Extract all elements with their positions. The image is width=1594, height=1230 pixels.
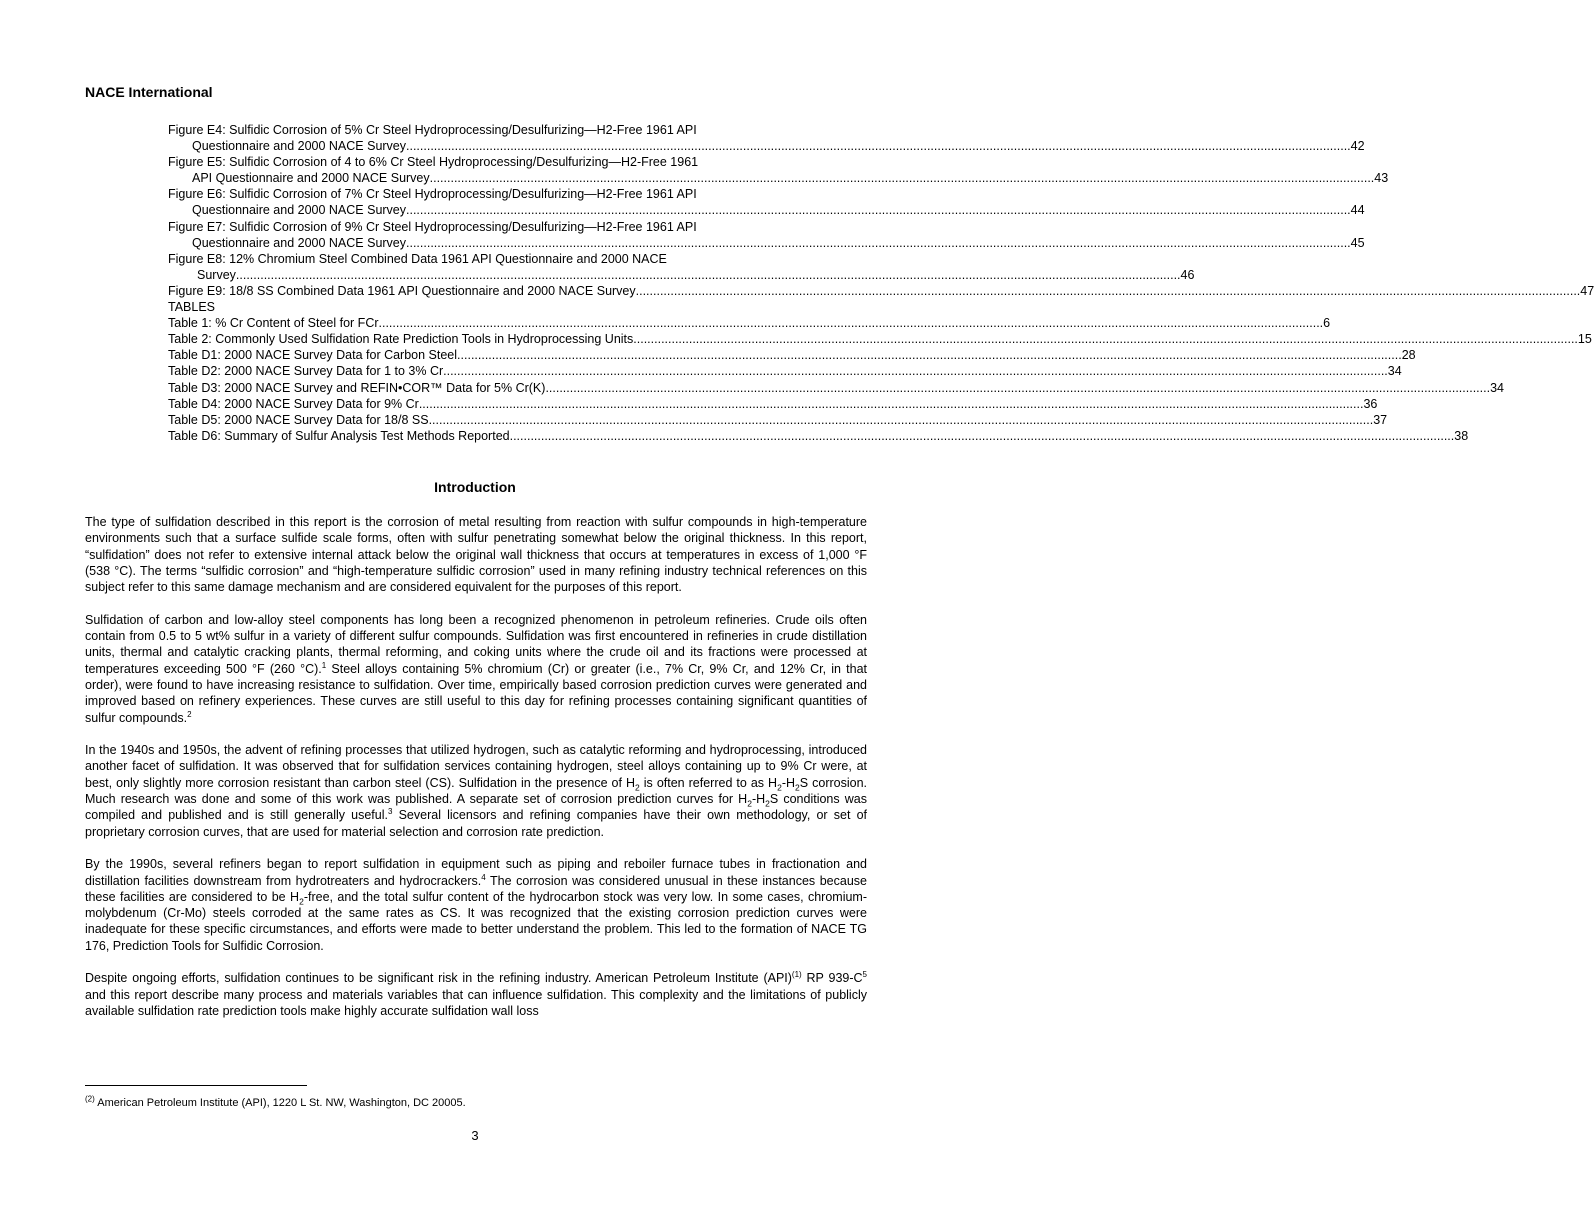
header-org: NACE International: [85, 84, 213, 100]
toc-table-2[interactable]: Table 2: Commonly Used Sulfidation Rate Prediction Tools in Hydroprocessing Units ..... 15: [168, 331, 782, 347]
toc-figure-e6[interactable]: Figure E6: Sulfidic Corrosion of 7% Cr Steel Hydroprocessing/Desulfurizing—H2-Free 1961 API Questionnaire and 2000 NACE Survey ..... 44: [168, 186, 782, 218]
intro-paragraph-3: In the 1940s and 1950s, the advent of refining processes that utilized hydrogen, such as catalytic reforming and hydroprocessing, introduced another facet of sulfidation. It was observed that for sulfidation services containing hydrogen, steel alloys containing up to 9% Cr were, at best, only slightly more corrosion resistant than carbon steel (CS). Sulfidation in the presence of $H_2$ is often referred to as $H_2-H_2S$ corrosion. Much research was done and some of this work was published. A separate set of corrosion prediction curves for $H_2-H_2S$ conditions was compiled and published and is still generally useful.$^3$ Several licensors and refining companies have their own methodology, or set of proprietary corrosion curves, that are used for material selection and corrosion rate prediction.: [85, 743, 867, 839]
toc-table-1[interactable]: Table 1: % Cr Content of Steel for FCr ..... 6: [168, 315, 782, 331]
footnote-ref[interactable]: (1): [791, 970, 802, 980]
intro-paragraph-1: The type of sulfidation described in this report is the corrosion of metal resulting from reaction with sulfur compounds in high-temperature environments such that a surface sulfide scale forms, often with sulfur penetrating somewhat below the original thickness. In this report, “sulfidation” does not refer to extensive internal attack below the original wall thickness that occurs at temperatures in excess of 1,000 °F (538 °C). The terms “sulfidic corrosion” and “high-temperature sulfidic corrosion” used in many refining industry technical references on this subject refer to this same damage mechanism and are considered equivalent for the purposes of this report.: [85, 515, 867, 595]
intro-paragraph-2: Sulfidation of carbon and low-alloy steel components has long been a recognized phenomenon in petroleum refineries. Crude oils often contain from 0.5 to 5 wt% sulfur in a variety of different sulfur compounds. Sulfidation was first encountered in refineries in crude distillation units, thermal and catalytic cracking plants, thermal reforming, and coking units where the crude oil and its fractions were processed at temperatures exceeding 500 °F (260 °C).$^1$ Steel alloys containing 5% chromium (Cr) or greater (i.e., 7% Cr, 9% Cr, and 12% Cr, in that order), were found to have increasing resistance to sulfidation. Over time, empirically based corrosion prediction curves were generated and improved based on refinery experiences. These curves are still useful to this day for refining processes containing significant quantities of sulfur compounds.$^2$: [85, 612, 868, 725]
introduction-heading: Introduction: [434, 479, 516, 495]
toc-figure-e9[interactable]: Figure E9: 18/8 SS Combined Data 1961 API Questionnaire and 2000 NACE Survey ..... 47: [168, 283, 782, 299]
toc-table-d3[interactable]: Table D3: 2000 NACE Survey and REFIN•COR™ Data for 5% Cr(K) ..... 34: [168, 380, 782, 396]
intro-paragraph-5: Despite ongoing efforts, sulfidation continues to be significant risk in the refining industry. American Petroleum Institute (API)$^{(1)}$ RP $939-C^5$ and this report describe many process and materials variables that can influence sulfidation. This complexity and the limitations of publicly available sulfidation rate prediction tools make highly accurate sulfidation wall loss: [85, 970, 867, 1018]
toc-table-d4[interactable]: Table D4: 2000 NACE Survey Data for 9% Cr ..... 36: [168, 396, 782, 412]
footnote-ref[interactable]: 5: [862, 970, 867, 980]
footnote-ref[interactable]: 1: [321, 660, 327, 670]
page-number: 3: [471, 1128, 479, 1143]
toc-tables-heading: TABLES: [168, 300, 216, 315]
toc-table-d1[interactable]: Table D1: 2000 NACE Survey Data for Carbon Steel ..... 28: [168, 347, 782, 363]
toc-table-d5[interactable]: Table D5: 2000 NACE Survey Data for 18/8 SS ..... 37: [168, 412, 782, 428]
table-of-contents: [168, 122, 1594, 444]
toc-figure-e5[interactable]: Figure E5: Sulfidic Corrosion of 4 to 6% Cr Steel Hydroprocessing/Desulfurizing—H2-Free 1961 API Questionnaire and 2000 NACE Survey ..... 43: [168, 154, 782, 186]
toc-figure-e8[interactable]: Figure E8: 12% Chromium Steel Combined Data 1961 API Questionnaire and 2000 NACE Survey ..... 46: [168, 251, 782, 283]
toc-figure-e7[interactable]: Figure E7: Sulfidic Corrosion of 9% Cr Steel Hydroprocessing/Desulfurizing—H2-Free 1961 API Questionnaire and 2000 NACE Survey ..... 45: [168, 219, 782, 251]
footnote-ref[interactable]: 2: [187, 709, 192, 719]
introduction-body: [85, 514, 867, 1036]
footnote-ref[interactable]: 4: [481, 872, 486, 882]
toc-table-d6[interactable]: Table D6: Summary of Sulfur Analysis Test Methods Reported ..... 38: [168, 428, 782, 444]
footnote-divider: [85, 1085, 307, 1086]
intro-paragraph-4: By the 1990s, several refiners began to report sulfidation in equipment such as piping and reboiler furnace tubes in fractionation and distillation facilities downstream from hydrotreaters and hydrocrackers.$^4$ The corrosion was considered unusual in these instances because these facilities are considered to be $H_2$-free, and the total sulfur content of the hydrocarbon stock was very low. In some cases, chromium-molybdenum (Cr-Mo) steels corroded at the same rates as CS. It was recognized that the existing corrosion prediction curves were inadequate for these specific circumstances, and efforts were made to better understand the problem. This led to the formation of NACE TG 176, Prediction Tools for Sulfidic Corrosion.: [85, 857, 867, 953]
toc-table-d2[interactable]: Table D2: 2000 NACE Survey Data for 1 to 3% Cr ..... 34: [168, 363, 782, 379]
footnote: $^{(2)}$ American Petroleum Institute (API), 1220 L St. NW, Washington, DC 20005.: [85, 1094, 466, 1109]
footnote-ref[interactable]: 3: [387, 807, 393, 817]
toc-figure-e4[interactable]: Figure E4: Sulfidic Corrosion of 5% Cr Steel Hydroprocessing/Desulfurizing—H2-Free 1961 API Questionnaire and 2000 NACE Survey ..... 42: [168, 122, 782, 154]
